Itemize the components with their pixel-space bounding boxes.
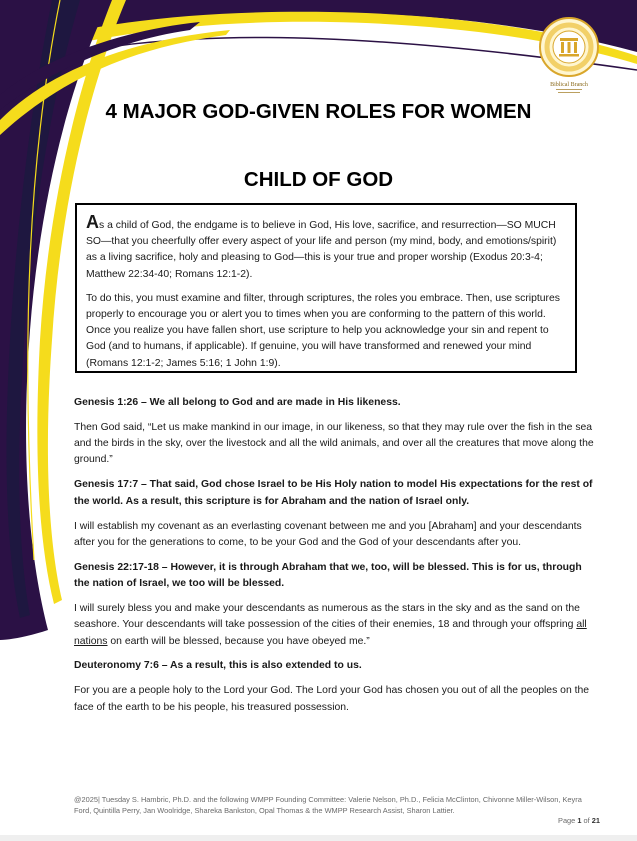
drop-cap: A: [86, 212, 99, 232]
section-title: CHILD OF GOD: [243, 168, 394, 191]
intro-paragraph-1: As a child of God, the endgame is to believe in God, His love, sacrifice, and resurrection—SO MUCH SO—that you cheerfully offer every aspect of your life and person (my mind, body, and emotions/spirit) as a living sacrifice, holy and pleasing to God—this is your true and proper worship (Exodus 20:3-4; Matthew 22:34-40; Romans 12:1-2).: [86, 212, 557, 280]
genesis-1-heading: Genesis 1:26 – We all belong to God and are made in His likeness.: [74, 397, 401, 408]
svg-text:Biblical Branch: Biblical Branch: [550, 82, 588, 88]
intro-box: [75, 203, 577, 373]
deuteronomy-text: For you are a people holy to the Lord your God. The Lord your God has chosen you out of all the peoples on the face of the earth to be his people, his treasured possession.: [74, 685, 590, 713]
scripture-body: [74, 395, 600, 725]
genesis-1-text: Then God said, “Let us make mankind in our image, in our likeness, so that they may rule over the fish in the sea and the birds in the sky, over the livestock and all the wild animals, and over all the creatures that move along the ground.”: [74, 421, 594, 466]
bottom-strip: [0, 835, 637, 841]
organization-logo: [538, 16, 600, 96]
intro-paragraph-2: To do this, you must examine and filter, through scriptures, the roles you embrace. Then, use scriptures properly to encourage you or alert you to times when you are conforming to the pattern of this world. Once you realize you have fallen short, use scripture to help you acknowledge your sin and repent to God (and to humans, if applicable). If genuine, you will have transformed and renewed your mind (Romans 12:1-2; James 5:16; 1 John 1:9).: [86, 292, 560, 369]
genesis-17-heading: Genesis 17:7 – That said, God chose Israel to be His Holy nation to model His expectations for the rest of the world. As a result, this scripture is for Abraham and the nation of Israel only.: [74, 479, 593, 507]
page-number: Page 1 of 21: [558, 816, 600, 826]
genesis-22-heading: Genesis 22:17-18 – However, it is through Abraham that we, too, will be blessed. This is for us, through the nation of Israel, we too will be blessed.: [74, 561, 582, 590]
deuteronomy-heading: Deuteronomy 7:6 – As a result, this is also extended to us.: [74, 660, 362, 672]
page-footer: [74, 795, 600, 827]
page-title: 4 MAJOR GOD-GIVEN ROLES FOR WOMEN: [105, 100, 532, 123]
genesis-17-text: I will establish my covenant as an everlasting covenant between me and you [Abraham] and your descendants after you for the generations to come, to be your God and the God of your descendants after you.: [74, 520, 582, 548]
footer-credits: @2025| Tuesday S. Hambric, Ph.D. and the following WMPP Founding Committee: Valerie Nelson, Ph.D., Felicia McClinton, Chivonne Miller-Wilson, Keyra Ford, Quintilla Perry, Jan Woolridge, Shareka Bankston, Opal Thomas & the WMPP Research Assist, Sharon Lattier.: [74, 795, 582, 815]
underlined-phrase: all nations: [74, 619, 587, 647]
genesis-22-text: I will surely bless you and make your descendants as numerous as the stars in the sky and as the sand on the seashore. Your descendants will take possession of the cities of their enemies, 18 and through your offspring all nations on earth will be blessed, because you have obeyed me.”: [74, 602, 587, 647]
